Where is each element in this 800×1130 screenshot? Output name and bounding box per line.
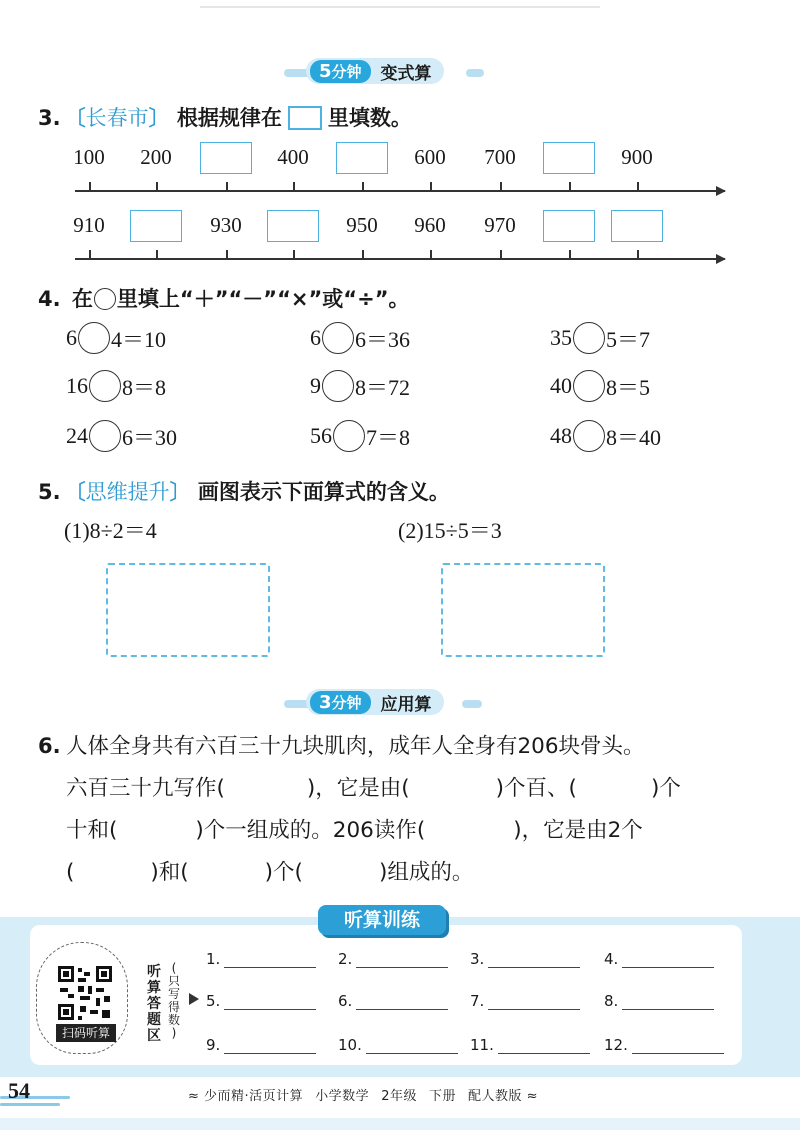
- answer-box[interactable]: [543, 210, 595, 242]
- equation-right: 8＝72: [355, 374, 411, 400]
- answer-line[interactable]: [224, 953, 316, 968]
- side-label-char: 答: [147, 996, 161, 1012]
- answer-slot: [338, 950, 448, 968]
- question-6-text: [66, 726, 681, 894]
- tick-mark: [430, 182, 432, 192]
- example-box: [288, 106, 322, 130]
- equation: [550, 420, 661, 452]
- side-note-char: 得: [167, 1000, 180, 1014]
- tick-label: 970: [484, 213, 516, 237]
- equation: [310, 420, 410, 452]
- thinking-tag: 思维提升: [85, 480, 170, 504]
- answer-slot: [470, 992, 580, 1010]
- question-4: 4. 在 里填上“＋”“－”“×”或“÷”。: [38, 287, 410, 311]
- answer-number: 12.: [604, 1036, 628, 1054]
- axis-line: [75, 258, 725, 260]
- answer-line[interactable]: [488, 995, 580, 1010]
- tick-mark: [226, 182, 228, 192]
- equation-right: 7＝8: [366, 424, 411, 450]
- answer-box[interactable]: [130, 210, 182, 242]
- equation: [550, 322, 650, 354]
- answer-box[interactable]: [200, 142, 252, 174]
- tick-label: 700: [484, 145, 516, 169]
- arrow-icon: [716, 254, 726, 264]
- answer-number: 3.: [470, 950, 485, 968]
- question-6-number: 6.: [38, 734, 61, 758]
- operator-circle[interactable]: [573, 370, 605, 402]
- q6-line-4: ( )和( )个( )组成的。: [66, 860, 474, 885]
- operator-circle[interactable]: [322, 370, 354, 402]
- answer-line[interactable]: [622, 995, 714, 1010]
- footer-text: ≈ 少而精·活页计算 小学数学 2年级 下册 配人教版 ≈: [188, 1089, 539, 1104]
- answer-slot: [206, 950, 316, 968]
- equation-right: 4＝10: [111, 326, 167, 352]
- equation-right: 8＝5: [606, 374, 651, 400]
- answer-number: 5.: [206, 992, 221, 1010]
- time-badge: 5分钟: [310, 60, 371, 83]
- tick-mark: [89, 182, 91, 192]
- answer-number: 2.: [338, 950, 353, 968]
- tick-mark: [293, 250, 295, 260]
- answer-box[interactable]: [336, 142, 388, 174]
- equation-right: 6＝30: [122, 424, 178, 450]
- side-label-char: 区: [147, 1028, 161, 1044]
- q6-line-3: 十和( )个一组成的。206读作( )，它是由2个: [66, 818, 643, 843]
- answer-number: 6.: [338, 992, 353, 1010]
- side-label-char: 题: [147, 1012, 161, 1028]
- drawing-area-1[interactable]: [106, 563, 270, 657]
- equation: [66, 322, 166, 354]
- side-note-char: 数: [167, 1013, 180, 1027]
- equation: [66, 420, 177, 452]
- answer-slot: [338, 1036, 458, 1054]
- tick-label: 600: [414, 145, 446, 169]
- region-tag: 长春市: [85, 106, 149, 130]
- tick-mark: [293, 182, 295, 192]
- section-title: 应用算: [380, 694, 432, 715]
- tick-label: 100: [73, 145, 105, 169]
- answer-number: 7.: [470, 992, 485, 1010]
- arrow-icon: [716, 186, 726, 196]
- side-note-char: 写: [167, 987, 180, 1001]
- tick-mark: [637, 250, 639, 260]
- sub-question-1: (1)8÷2＝4: [64, 518, 157, 543]
- section-title: 变式算: [380, 63, 432, 84]
- tick-mark: [569, 182, 571, 192]
- answer-box[interactable]: [543, 142, 595, 174]
- answer-slot: [206, 1036, 316, 1054]
- tick-label: 930: [210, 213, 242, 237]
- tick-mark: [500, 182, 502, 192]
- answer-box[interactable]: [267, 210, 319, 242]
- bottom-bar: [0, 1118, 800, 1130]
- answer-slot: [338, 992, 448, 1010]
- operator-circle[interactable]: [89, 420, 121, 452]
- side-note-char: 只: [167, 974, 180, 988]
- equation: [310, 370, 410, 402]
- equation-left: 24: [66, 423, 88, 448]
- equation-right: 6＝36: [355, 326, 411, 352]
- answer-line[interactable]: [224, 1039, 316, 1054]
- answer-line[interactable]: [356, 953, 448, 968]
- answer-line[interactable]: [366, 1039, 458, 1054]
- answer-line[interactable]: [356, 995, 448, 1010]
- tick-label: 200: [140, 145, 172, 169]
- example-circle: [94, 288, 116, 310]
- equation-left: 40: [550, 373, 572, 398]
- side-label-char: 算: [147, 980, 161, 996]
- equation: [550, 370, 650, 402]
- qr-code-icon[interactable]: [56, 964, 114, 1022]
- equation-left: 6: [310, 325, 321, 350]
- section-pill: [306, 58, 444, 84]
- answer-line[interactable]: [622, 953, 714, 968]
- section-header-application: [0, 688, 800, 718]
- operator-circle[interactable]: [573, 420, 605, 452]
- tick-mark: [362, 182, 364, 192]
- axis-line: [75, 190, 725, 192]
- play-arrow-icon: [189, 993, 199, 1005]
- operator-circle[interactable]: [322, 322, 354, 354]
- equation-right: 8＝40: [606, 424, 662, 450]
- side-label-char: 听: [147, 964, 161, 980]
- answer-slot: [470, 1036, 590, 1054]
- answer-number: 4.: [604, 950, 619, 968]
- equation-left: 6: [66, 325, 77, 350]
- answer-line[interactable]: [632, 1039, 724, 1054]
- answer-number: 11.: [470, 1036, 494, 1054]
- equation-right: 8＝8: [122, 374, 167, 400]
- tick-label: 950: [346, 213, 378, 237]
- tick-label: 900: [621, 145, 653, 169]
- answer-line[interactable]: [498, 1039, 590, 1054]
- equation: [66, 370, 166, 402]
- tick-mark: [362, 250, 364, 260]
- tick-label: 400: [277, 145, 309, 169]
- equation-left: 9: [310, 373, 321, 398]
- operator-circle[interactable]: [573, 322, 605, 354]
- question-5: 5. 〔思维提升〕 画图表示下面算式的含义。: [38, 480, 450, 504]
- qr-label: 扫码听算: [56, 1024, 116, 1042]
- operator-circle[interactable]: [333, 420, 365, 452]
- tick-mark: [500, 250, 502, 260]
- answer-line[interactable]: [224, 995, 316, 1010]
- tick-mark: [156, 250, 158, 260]
- tick-mark: [569, 250, 571, 260]
- tick-mark: [156, 182, 158, 192]
- tick-label: 910: [73, 213, 105, 237]
- drawing-area-2[interactable]: [441, 563, 605, 657]
- answer-number: 8.: [604, 992, 619, 1010]
- equation-left: 56: [310, 423, 332, 448]
- tick-mark: [637, 182, 639, 192]
- answer-slot: [206, 992, 316, 1010]
- side-note-char: ): [171, 1026, 177, 1040]
- tick-mark: [89, 250, 91, 260]
- tick-label: 960: [414, 213, 446, 237]
- q6-line-1: 人体全身共有六百三十九块肌肉，成年人全身有206块骨头。: [66, 734, 645, 759]
- answer-line[interactable]: [488, 953, 580, 968]
- q6-line-2: 六百三十九写作( )，它是由( )个百、( )个: [66, 776, 681, 801]
- tick-mark: [226, 250, 228, 260]
- answer-box[interactable]: [611, 210, 663, 242]
- answer-slot: [470, 950, 580, 968]
- answer-number: 1.: [206, 950, 221, 968]
- section-header-variation: [0, 57, 800, 87]
- sub-question-2: (2)15÷5＝3: [398, 518, 502, 543]
- operator-circle[interactable]: [78, 322, 110, 354]
- tick-mark: [430, 250, 432, 260]
- answer-number: 10.: [338, 1036, 362, 1054]
- answer-slot: [604, 992, 714, 1010]
- equation: [310, 322, 410, 354]
- equation-left: 35: [550, 325, 572, 350]
- equation-left: 16: [66, 373, 88, 398]
- section-pill: [306, 689, 444, 715]
- answer-number: 9.: [206, 1036, 221, 1054]
- answer-slot: [604, 1036, 724, 1054]
- equation-right: 5＝7: [606, 326, 651, 352]
- time-badge: 3分钟: [310, 691, 371, 714]
- listening-title: 听算训练: [318, 905, 446, 935]
- equation-left: 48: [550, 423, 572, 448]
- top-rule: [200, 6, 600, 8]
- question-3: 3. 〔长春市〕 根据规律在 里填数。: [38, 106, 412, 130]
- side-note-char: (: [171, 961, 177, 975]
- operator-circle[interactable]: [89, 370, 121, 402]
- answer-slot: [604, 950, 714, 968]
- page-number: 54: [8, 1078, 30, 1103]
